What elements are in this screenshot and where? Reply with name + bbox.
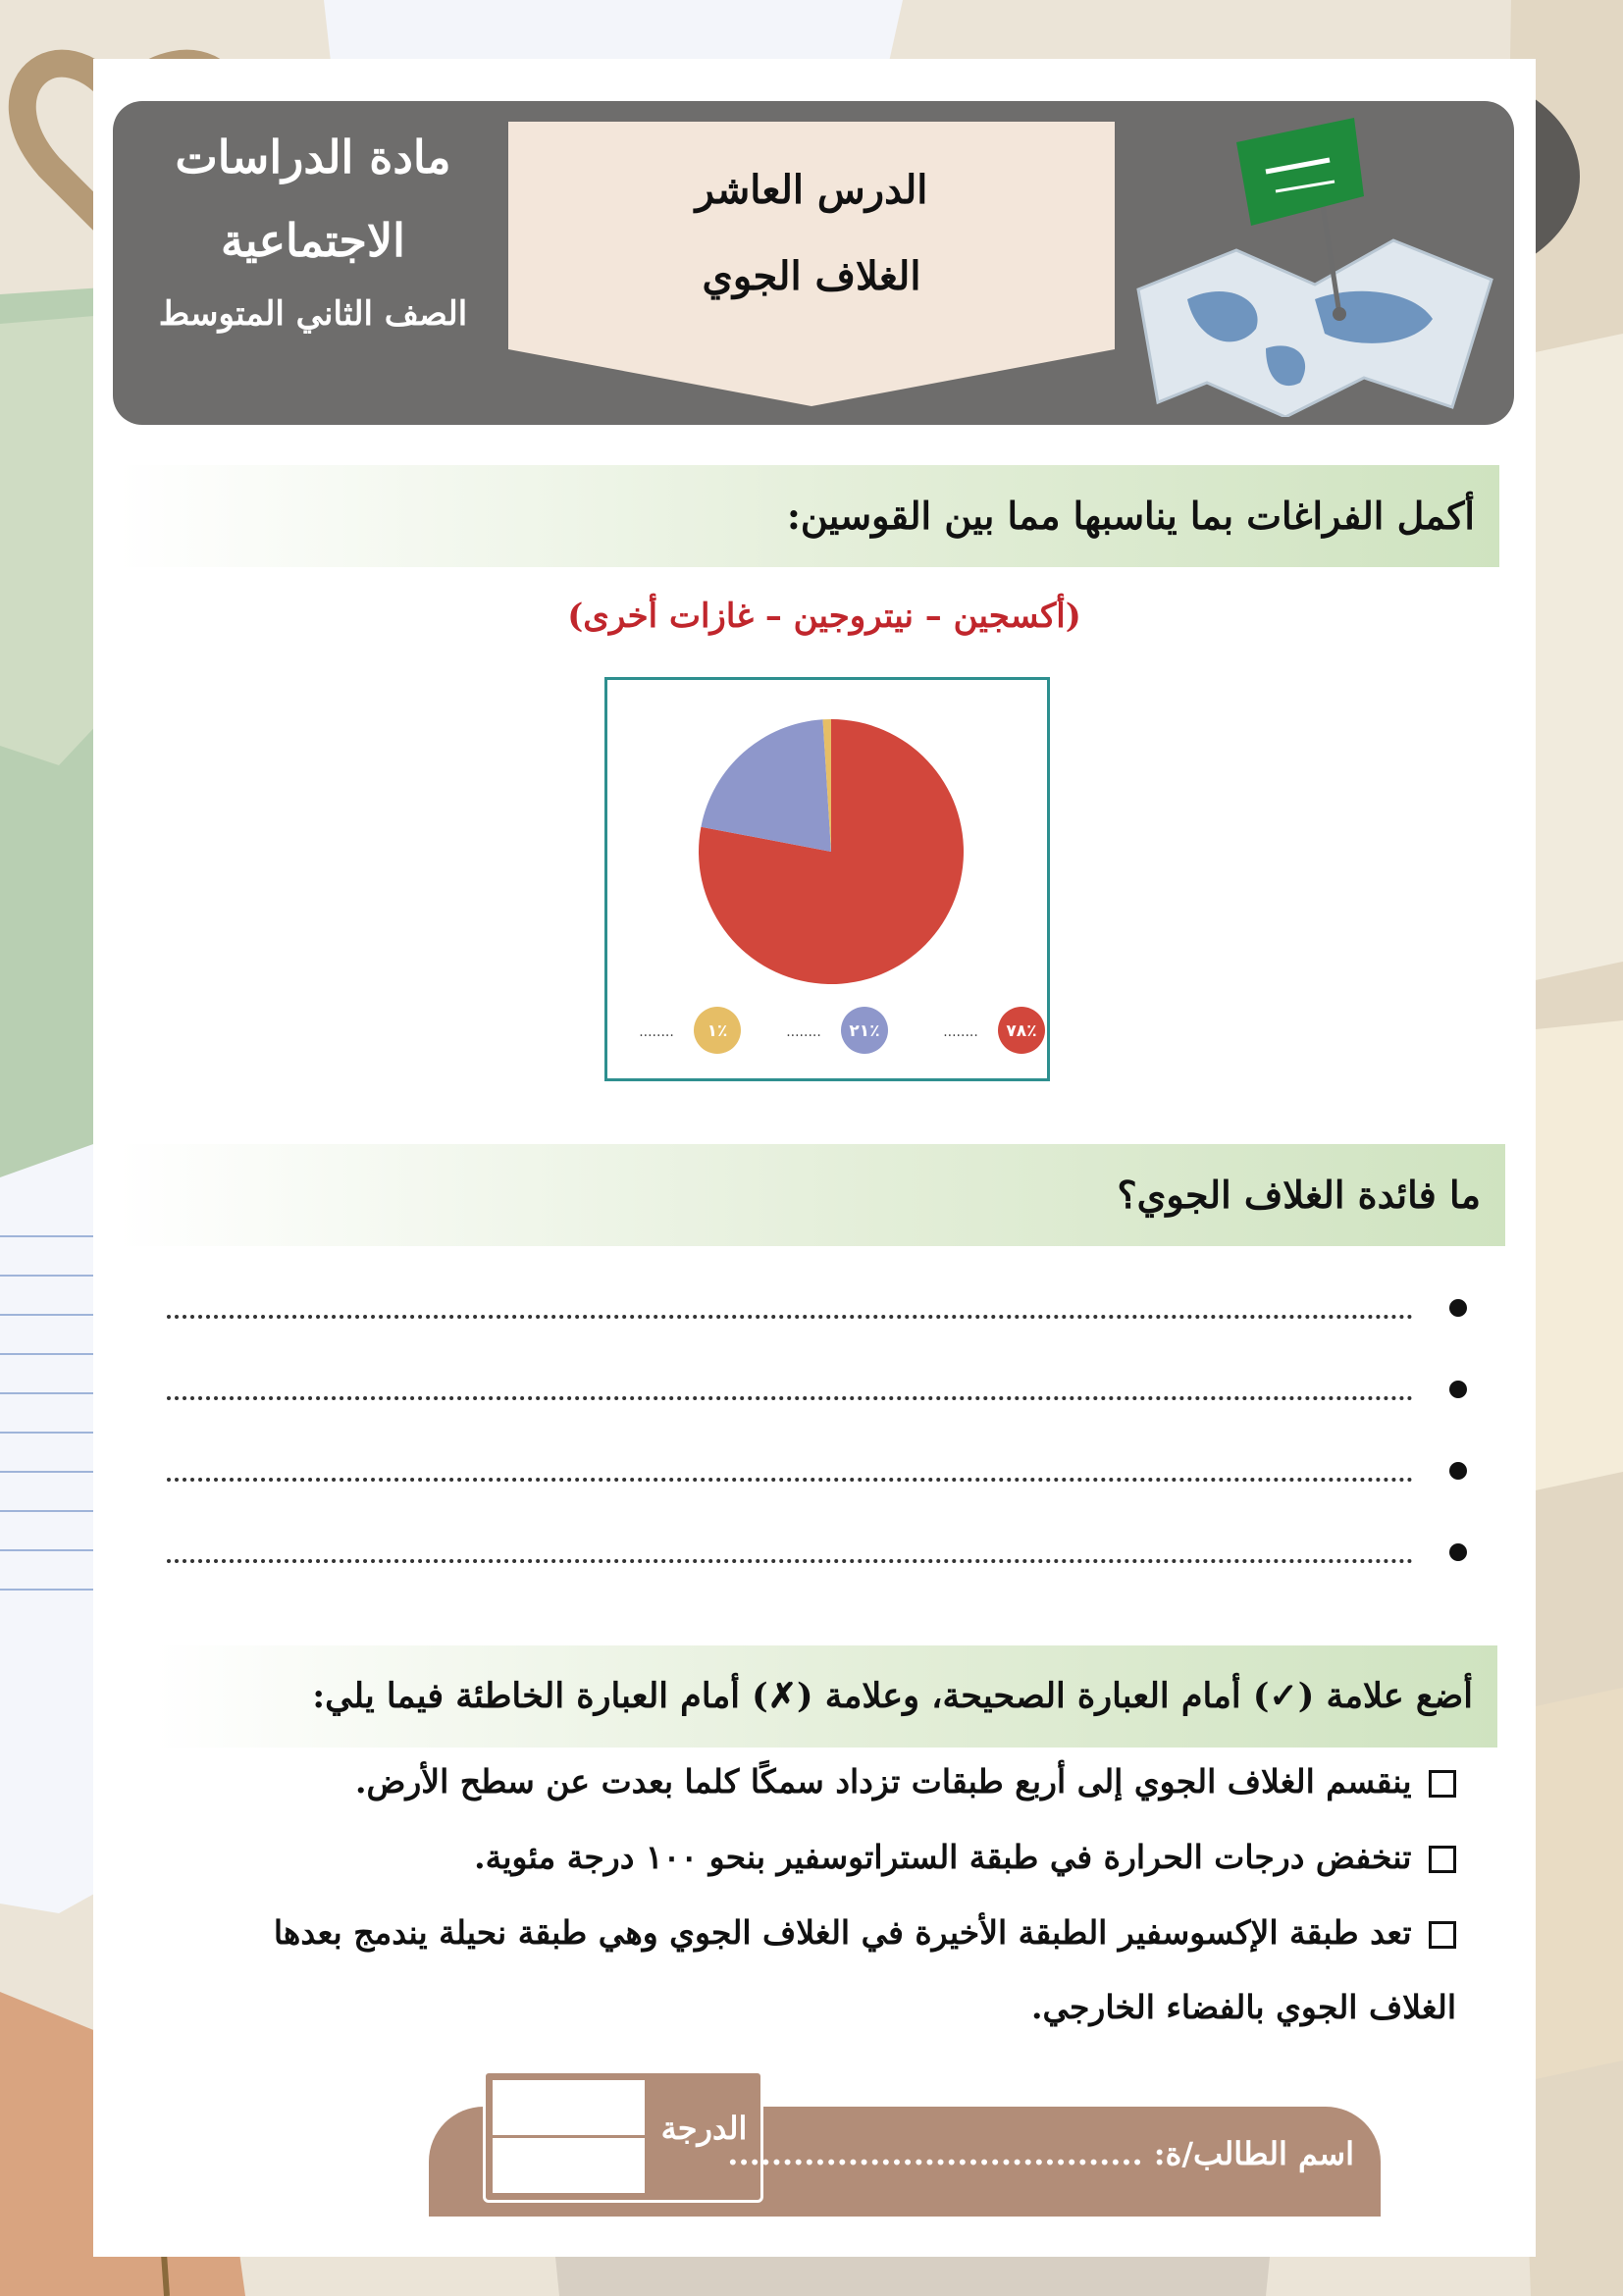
legend-blank[interactable]: ........: [639, 1024, 674, 1040]
section-2-title: ما فائدة الغلاف الجوي؟: [1117, 1173, 1481, 1217]
lesson-title: الغلاف الجوي: [702, 253, 921, 299]
legend-label: ١٪: [707, 1021, 728, 1041]
word-bank: (أكسجين – نيتروجين – غازات أخرى): [567, 597, 1081, 636]
answer-checkbox[interactable]: [1429, 1921, 1456, 1949]
section-1-title: أكمل الفراغات بما يناسبها مما بين القوسين:: [786, 494, 1475, 538]
section-3-title: أضع علامة (✓) أمام العبارة الصحيحة، وعلامة (✗) أمام العبارة الخاطئة فيما يلي:: [312, 1676, 1473, 1716]
answer-checkbox[interactable]: [1429, 1846, 1456, 1873]
section-3-bar: [155, 1645, 1497, 1748]
answer-checkbox[interactable]: [1429, 1770, 1456, 1798]
subject-line-2: الاجتماعية: [221, 214, 405, 267]
dotted-answer-line: [167, 1396, 1413, 1400]
section-1-bar: [118, 465, 1499, 567]
section-2-bar: [118, 1144, 1505, 1246]
subject-line-1: مادة الدراسات: [175, 130, 451, 183]
lesson-heading: [508, 147, 1115, 320]
statement-3: [220, 1896, 1456, 2045]
legend-blank[interactable]: ........: [943, 1024, 978, 1040]
grade-level: الصف الثاني المتوسط: [158, 294, 468, 334]
answer-line[interactable]: [167, 1532, 1467, 1581]
pie-chart: [607, 680, 1047, 1078]
bullet-icon: [1449, 1381, 1467, 1398]
dotted-answer-line: [167, 1559, 1413, 1563]
dotted-answer-line: [167, 1478, 1413, 1482]
legend-label: ٧٨٪: [1006, 1021, 1037, 1041]
bullet-icon: [1449, 1462, 1467, 1480]
answer-line[interactable]: [167, 1369, 1467, 1418]
subject-block: [151, 118, 475, 343]
answer-line[interactable]: [167, 1450, 1467, 1499]
bullet-icon: [1449, 1543, 1467, 1561]
lesson-number: الدرس العاشر: [695, 167, 928, 213]
legend-blank[interactable]: ........: [786, 1024, 821, 1040]
dotted-answer-line: [167, 1315, 1413, 1319]
bullet-icon: [1449, 1299, 1467, 1317]
statement-1: [220, 1745, 1456, 1819]
statement-text: تنخفض درجات الحرارة في طبقة الستراتوسفير بنحو ١٠٠ درجة مئوية.: [474, 1838, 1412, 1876]
answer-line[interactable]: [167, 1287, 1467, 1336]
chart-frame: [604, 677, 1050, 1081]
statement-text: تعد طبقة الإكسوسفير الطبقة الأخيرة في الغلاف الجوي وهي طبقة نحيلة يندمج بعدها الغلاف الجوي بالفضاء الخارجي.: [273, 1913, 1456, 2026]
statement-2: [220, 1820, 1456, 1895]
legend-label: ٢١٪: [849, 1021, 880, 1041]
grade-divider: [493, 2135, 645, 2138]
statement-text: ينقسم الغلاف الجوي إلى أربع طبقات تزداد سمكًا كلما بعدت عن سطح الأرض.: [354, 1762, 1412, 1800]
grade-label: الدرجة: [660, 2110, 748, 2147]
student-name-field[interactable]: اسم الطالب/ة: ......................................: [727, 2135, 1354, 2172]
world-map-flag-icon: [1119, 103, 1511, 417]
